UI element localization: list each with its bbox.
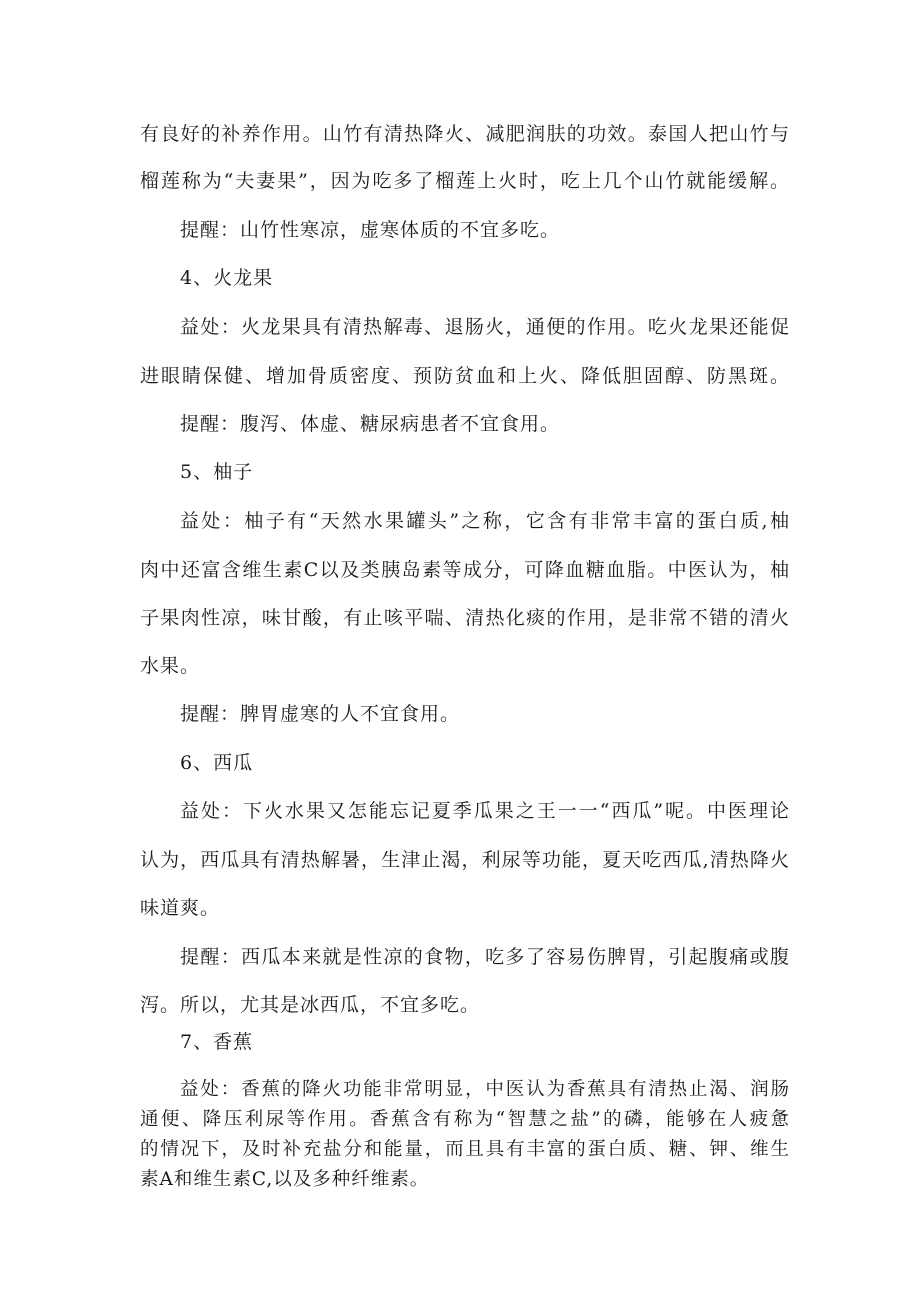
paragraph-line: 肉中还富含维生素C以及类胰岛素等成分，可降血糖血脂。中医认为，柚: [140, 559, 790, 581]
paragraph-line: 通便、降压利尿等作用。香蕉含有称为“智慧之盐”的磷，能够在人疲惫: [140, 1109, 790, 1130]
heading-watermelon: 6、西瓜: [180, 752, 254, 774]
paragraph-line: 水果。: [140, 655, 201, 677]
paragraph-line: 子果肉性凉，味甘酸，有止咳平喘、清热化痰的作用，是非常不错的清火: [140, 607, 790, 629]
paragraph-line: 益处：火龙果具有清热解毒、退肠火，通便的作用。吃火龙果还能促: [180, 316, 790, 338]
paragraph-line: 益处：柚子有“天然水果罐头”之称，它含有非常丰富的蛋白质,柚: [180, 510, 790, 532]
paragraph-line: 泻。所以，尤其是冰西瓜，不宜多吃。: [140, 994, 481, 1016]
heading-banana: 7、香蕉: [180, 1031, 254, 1053]
paragraph-line: 的情况下，及时补充盐分和能量，而且具有丰富的蛋白质、糖、钾、维生: [140, 1139, 790, 1160]
paragraph-line: 进眼睛保健、增加骨质密度、预防贫血和上火、降低胆固醇、防黑斑。: [140, 365, 790, 387]
paragraph-line: 益处：下火水果又怎能忘记夏季瓜果之王一一“西瓜”呢。中医理论: [180, 800, 790, 822]
reminder-mangosteen: 提醒：山竹性寒凉，虚寒体质的不宜多吃。: [180, 219, 561, 241]
paragraph-line: 益处：香蕉的降火功能非常明显，中医认为香蕉具有清热止渴、润肠: [180, 1079, 790, 1100]
paragraph-line: 认为，西瓜具有清热解暑，生津止渴，利尿等功能，夏天吃西瓜,清热降火: [140, 849, 790, 871]
paragraph-line: 提醒：西瓜本来就是性凉的食物，吃多了容易伤脾胃，引起腹痛或腹: [180, 946, 790, 968]
heading-pomelo: 5、柚子: [180, 461, 254, 483]
reminder-pitaya: 提醒：腹泻、体虚、糖尿病患者不宜食用。: [180, 413, 561, 435]
paragraph-line: 味道爽。: [140, 897, 221, 919]
paragraph-line: 榴莲称为“夫妻果”，因为吃多了榴莲上火时，吃上几个山竹就能缓解。: [140, 170, 790, 192]
heading-pitaya: 4、火龙果: [180, 267, 274, 289]
paragraph-line: 素A和维生素C,以及多种纤维素。: [140, 1169, 430, 1190]
reminder-pomelo: 提醒：脾胃虚寒的人不宜食用。: [180, 703, 461, 725]
paragraph-line: 有良好的补养作用。山竹有清热降火、减肥润肤的功效。泰国人把山竹与: [140, 123, 790, 145]
